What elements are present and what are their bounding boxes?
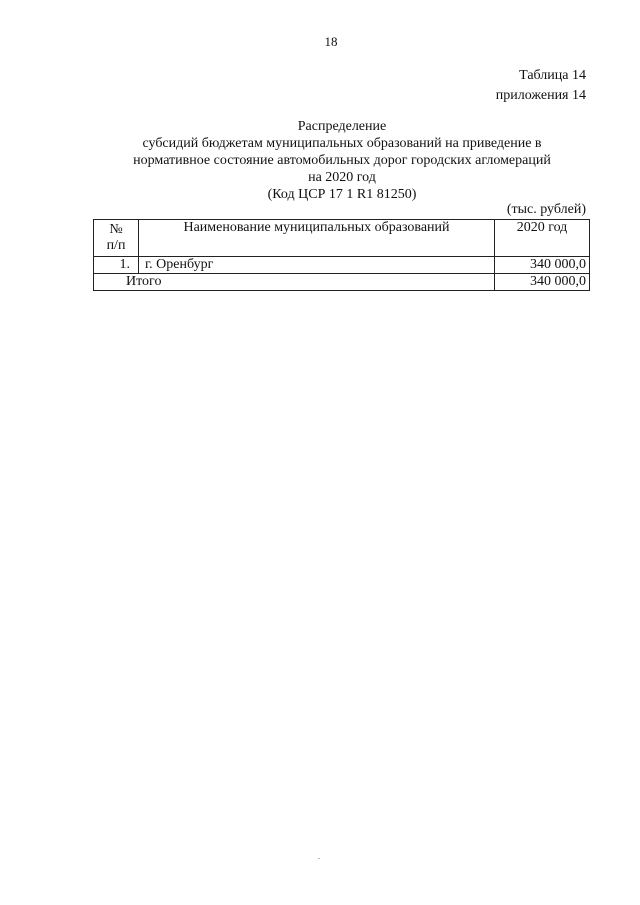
header-name: Наименование муниципальных образований: [139, 220, 495, 257]
row-value: 340 000,0: [495, 257, 590, 274]
document-heading: [92, 118, 592, 203]
header-number-line2: п/п: [106, 238, 126, 253]
header-number-line1: №: [109, 222, 123, 237]
table-header-row: [94, 220, 590, 257]
table-row: [94, 257, 590, 274]
page-number: 18: [324, 34, 338, 49]
total-label: Итого: [94, 274, 495, 291]
footer-mark: [318, 858, 320, 859]
table-reference-line1: Таблица 14: [519, 68, 586, 83]
unit-label: (тыс. рублей): [506, 202, 586, 217]
heading-line2: субсидий бюджетам муниципальных образований на приведение в: [142, 136, 542, 151]
total-value: 340 000,0: [495, 274, 590, 291]
heading-line3: нормативное состояние автомобильных дорог городских агломераций: [133, 153, 551, 168]
table-total-row: [94, 274, 590, 291]
table-reference: [496, 66, 586, 106]
table-reference-line2: приложения 14: [495, 88, 586, 103]
heading-line5: (Код ЦСР 17 1 R1 81250): [267, 187, 417, 202]
header-year: 2020 год: [495, 220, 590, 257]
heading-line1: Распределение: [297, 119, 387, 134]
header-number: [94, 220, 139, 257]
row-number: 1.: [94, 257, 139, 274]
heading-line4: на 2020 год: [308, 170, 376, 185]
distribution-table: [93, 219, 590, 291]
row-name: г. Оренбург: [139, 257, 495, 274]
